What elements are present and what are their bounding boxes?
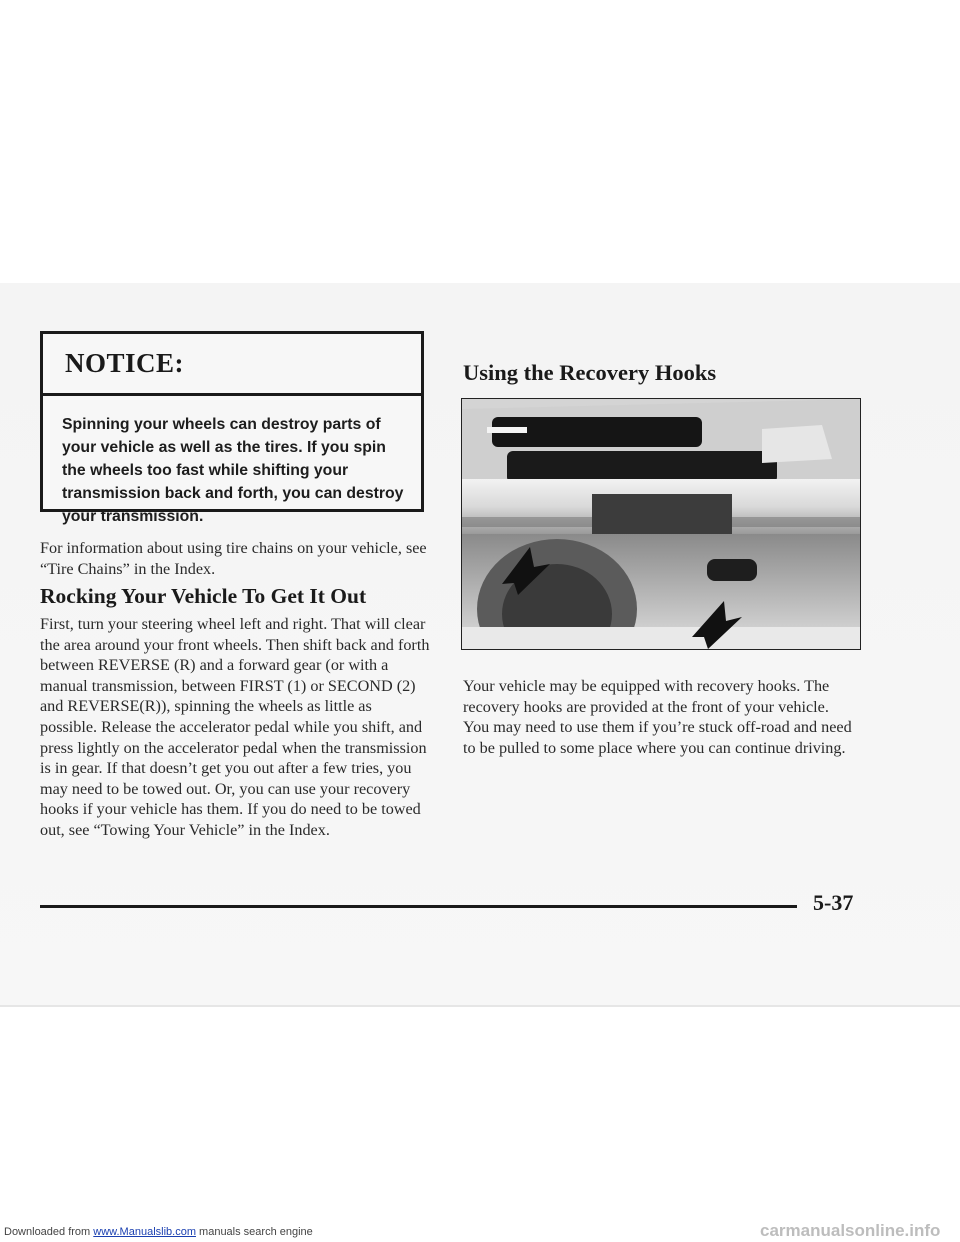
bumper-illustration	[462, 399, 861, 650]
notice-box	[40, 331, 424, 525]
notice-title: NOTICE:	[65, 348, 185, 378]
notice-header	[43, 334, 421, 396]
footer-prefix: Downloaded from	[4, 1226, 94, 1238]
rocking-paragraph: First, turn your steering wheel left and right. That will clear the area around your front wheels. Then shift back and forth between REVERSE (R) and a forward gear (or with a manual transmission, between FIRST (1) or SECOND (2) and REVERSE(R)), spinning the wheels as little as possible. Release the accelerator pedal while you shift, and press lightly on the accelerator pedal when the transmission is in gear. If that doesn’t get you out after a few tries, you may need to be towed out. Or, you can use your recovery hooks if your vehicle has them. If you do need to be towed out, see “Towing Your Vehicle” in the Index.	[40, 615, 430, 839]
notice-body: Spinning your wheels can destroy parts of your vehicle as well as the tires. If you spin the wheels too fast while shifting your transmission back and forth, you can destroy your transmission.	[62, 416, 404, 525]
recovery-hooks-paragraph: Your vehicle may be equipped with recovery hooks. The recovery hooks are provided at the front of your vehicle. You may need to use them if you’re stuck off-road and need to be pulled to some place where you can continue driving.	[463, 677, 852, 757]
manualslib-link[interactable]: www.Manualslib.com	[93, 1226, 196, 1238]
footer-rule	[40, 905, 797, 908]
download-footer	[4, 1226, 313, 1238]
tire-chains-paragraph: For information about using tire chains on your vehicle, see “Tire Chains” in the Index.	[40, 539, 427, 578]
footer-suffix: manuals search engine	[195, 1226, 313, 1238]
recovery-hooks-photo	[461, 398, 861, 650]
page-number: 5-37	[813, 890, 854, 915]
rocking-heading: Rocking Your Vehicle To Get It Out	[40, 584, 367, 608]
page-edge	[0, 1005, 960, 1007]
watermark-text: carmanualsonline.info	[760, 1221, 941, 1240]
recovery-hooks-heading: Using the Recovery Hooks	[463, 360, 717, 385]
